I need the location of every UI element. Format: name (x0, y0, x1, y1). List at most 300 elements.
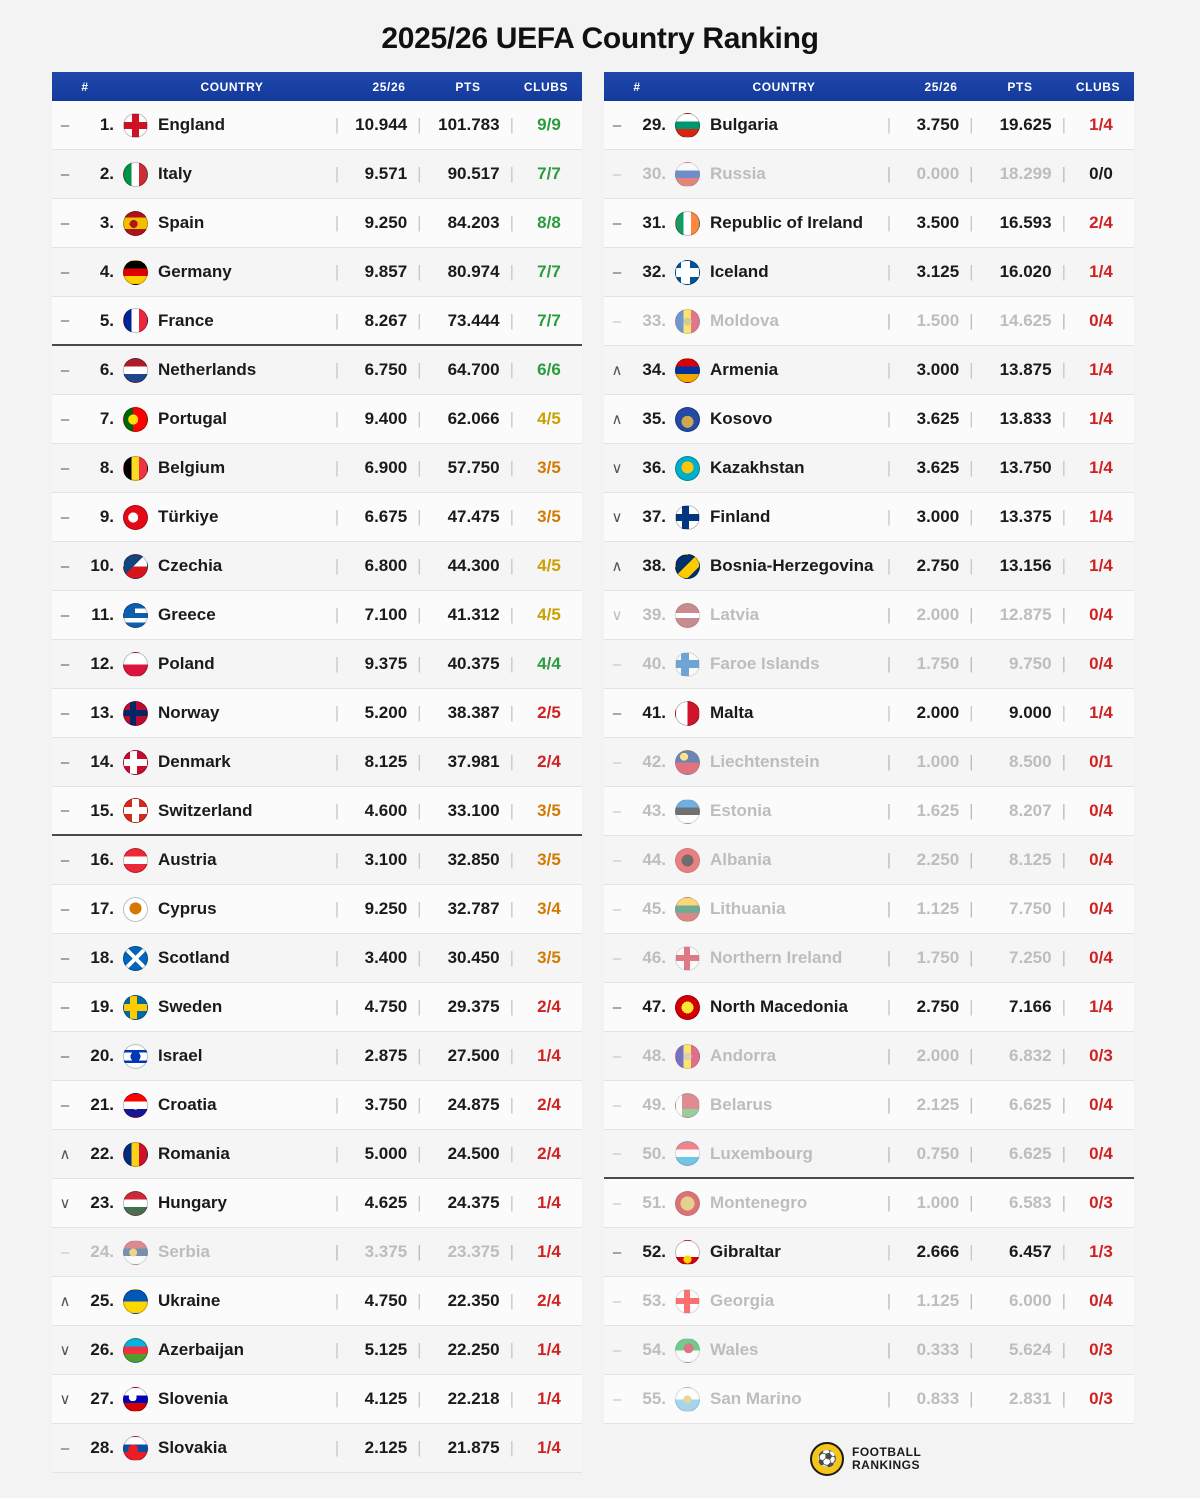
country-flag-icon (118, 1387, 152, 1412)
separator: | (417, 310, 422, 330)
points-value: 2.831 (1009, 1389, 1052, 1408)
season-coefficient: 4.625 (364, 1193, 408, 1212)
separator: | (334, 1438, 340, 1457)
separator: | (886, 311, 892, 330)
season-coefficient: 6.900 (364, 458, 408, 477)
table-row[interactable] (604, 1277, 1134, 1326)
points-value: 7.250 (1009, 948, 1052, 967)
season-coefficient: 1.750 (916, 948, 960, 967)
country-flag-icon (118, 1240, 152, 1265)
rank-value: 48. (642, 1046, 666, 1065)
movement-icon: – (60, 312, 70, 329)
separator: | (1061, 605, 1066, 624)
rank-value: 12. (90, 654, 114, 673)
separator: | (334, 899, 340, 918)
separator: | (1061, 1143, 1066, 1163)
season-coefficient: 1.125 (916, 1291, 960, 1310)
separator: | (969, 1389, 974, 1408)
points-value: 24.500 (447, 1144, 500, 1163)
separator: | (509, 1340, 514, 1359)
separator: | (886, 703, 892, 722)
movement-icon: ∨ (59, 1194, 71, 1212)
header-country: COUNTRY (752, 79, 816, 94)
table-header-right (604, 72, 1134, 101)
table-row[interactable] (604, 101, 1134, 150)
separator: | (334, 213, 340, 232)
separator: | (969, 899, 974, 918)
clubs-value: 4/5 (537, 409, 561, 428)
separator: | (509, 1242, 514, 1261)
separator: | (886, 1242, 892, 1261)
table-row[interactable] (604, 150, 1134, 199)
movement-icon: – (60, 998, 70, 1016)
points-value: 90.517 (447, 164, 500, 183)
clubs-value: 0/4 (1089, 654, 1113, 673)
season-coefficient: 8.267 (364, 310, 408, 330)
table-row[interactable] (52, 444, 582, 493)
country-name: Northern Ireland (710, 948, 843, 967)
points-value: 8.500 (1009, 752, 1052, 771)
table-row[interactable] (52, 248, 582, 297)
clubs-value: 7/7 (537, 262, 561, 281)
country-name: Kazakhstan (710, 458, 805, 477)
page-title: 2025/26 UEFA Country Ranking (381, 22, 819, 55)
clubs-value: 0/0 (1089, 164, 1113, 183)
table-row[interactable] (604, 885, 1134, 934)
season-coefficient: 6.800 (364, 556, 408, 575)
season-coefficient: 6.675 (364, 507, 408, 526)
separator: | (334, 1242, 340, 1261)
season-coefficient: 1.625 (916, 801, 960, 820)
separator: | (334, 1193, 340, 1212)
clubs-value: 1/4 (1089, 115, 1113, 134)
separator: | (334, 262, 340, 281)
country-flag-icon (670, 946, 704, 971)
table-row[interactable] (604, 689, 1134, 738)
table-row[interactable] (604, 640, 1134, 689)
table-row[interactable] (604, 1375, 1134, 1424)
clubs-value: 3/5 (537, 507, 561, 526)
movement-icon: – (60, 410, 70, 428)
separator: | (886, 213, 892, 232)
season-coefficient: 2.125 (364, 1438, 408, 1457)
separator: | (417, 800, 422, 820)
separator: | (334, 360, 340, 379)
table-row[interactable] (52, 542, 582, 591)
separator: | (1061, 703, 1066, 722)
rank-value: 10. (90, 556, 114, 575)
table-row[interactable] (604, 934, 1134, 983)
country-flag-icon (118, 407, 152, 432)
country-flag-icon (670, 701, 704, 726)
country-flag-icon (118, 848, 152, 873)
clubs-value: 1/4 (1089, 409, 1113, 428)
clubs-value: 4/4 (537, 654, 561, 673)
separator: | (1061, 164, 1066, 183)
separator: | (509, 800, 514, 820)
table-row[interactable] (604, 1081, 1134, 1130)
table-row[interactable] (604, 1326, 1134, 1375)
table-row[interactable] (604, 1130, 1134, 1179)
table-row[interactable] (604, 346, 1134, 395)
points-value: 37.981 (447, 752, 500, 771)
separator: | (886, 1046, 892, 1065)
separator: | (509, 458, 514, 477)
table-row[interactable] (52, 395, 582, 444)
movement-icon: – (60, 263, 70, 281)
clubs-value: 1/3 (1089, 1242, 1113, 1261)
separator: | (969, 654, 974, 673)
clubs-value: 0/4 (1089, 1095, 1113, 1114)
table-row[interactable] (604, 248, 1134, 297)
points-value: 64.700 (447, 360, 500, 379)
country-flag-icon (670, 995, 704, 1020)
rank-value: 4. (99, 262, 114, 281)
separator: | (886, 556, 892, 575)
table-row[interactable] (52, 199, 582, 248)
separator: | (886, 654, 892, 673)
season-coefficient: 0.333 (916, 1340, 960, 1359)
movement-icon: – (60, 1047, 70, 1065)
rank-value: 3. (99, 213, 114, 232)
clubs-value: 7/7 (537, 310, 561, 330)
season-coefficient: 2.000 (916, 605, 960, 624)
points-value: 6.583 (1009, 1193, 1052, 1212)
separator: | (509, 1389, 514, 1408)
separator: | (509, 1046, 514, 1065)
movement-icon: – (612, 1096, 622, 1114)
separator: | (509, 1438, 514, 1457)
movement-icon: – (60, 116, 70, 134)
table-row[interactable] (604, 1179, 1134, 1228)
country-name: Italy (158, 164, 193, 183)
table-row[interactable] (52, 689, 582, 738)
table-row[interactable] (604, 444, 1134, 493)
rank-value: 40. (642, 654, 666, 673)
table-row[interactable] (52, 150, 582, 199)
rank-value: 21. (90, 1095, 114, 1114)
separator: | (509, 850, 514, 869)
movement-icon: ∨ (59, 1341, 71, 1359)
points-value: 44.300 (447, 556, 500, 575)
points-value: 101.783 (438, 115, 500, 134)
season-coefficient: 9.400 (364, 409, 408, 428)
rank-value: 14. (90, 752, 114, 771)
table-row[interactable] (604, 493, 1134, 542)
country-flag-icon (670, 1338, 704, 1363)
separator: | (509, 1193, 514, 1212)
separator: | (886, 164, 892, 183)
table-row[interactable] (604, 1228, 1134, 1277)
separator: | (509, 899, 514, 918)
footer-logo (810, 1442, 921, 1476)
table-row[interactable] (604, 297, 1134, 346)
country-flag-icon (670, 162, 704, 187)
points-value: 13.750 (999, 458, 1052, 477)
rank-value: 31. (642, 213, 666, 232)
country-name: Liechtenstein (710, 752, 820, 771)
rank-value: 29. (642, 115, 666, 134)
separator: | (509, 115, 514, 134)
clubs-value: 0/1 (1089, 752, 1113, 771)
season-coefficient: 2.250 (916, 850, 960, 869)
rank-value: 13. (90, 703, 114, 722)
country-name: Cyprus (158, 899, 217, 918)
clubs-value: 1/4 (537, 1438, 561, 1457)
table-row[interactable] (604, 542, 1134, 591)
separator: | (886, 997, 892, 1016)
rank-value: 47. (642, 997, 666, 1016)
points-value: 16.020 (999, 262, 1052, 281)
clubs-value: 0/3 (1089, 1193, 1113, 1212)
clubs-value: 0/4 (1089, 948, 1113, 967)
movement-icon: ∨ (59, 1390, 71, 1408)
points-value: 6.832 (1009, 1046, 1052, 1065)
logo-text (852, 1446, 921, 1472)
rank-value: 30. (642, 164, 666, 183)
points-value: 13.875 (999, 360, 1052, 379)
separator: | (1061, 311, 1066, 330)
separator: | (969, 801, 974, 820)
table-row[interactable] (52, 1228, 582, 1277)
separator: | (417, 458, 422, 477)
table-row[interactable] (52, 640, 582, 689)
rank-value: 2. (99, 164, 114, 183)
country-flag-icon (118, 1044, 152, 1069)
rank-value: 24. (90, 1242, 114, 1261)
country-flag-icon (118, 652, 152, 677)
separator: | (1061, 1291, 1066, 1310)
header-rank: # (633, 79, 641, 94)
points-value: 14.625 (999, 311, 1052, 330)
separator: | (1061, 115, 1066, 134)
separator: | (969, 752, 974, 771)
points-value: 21.875 (447, 1438, 500, 1457)
separator: | (969, 164, 974, 183)
country-flag-icon (118, 456, 152, 481)
country-flag-icon (670, 1093, 704, 1118)
separator: | (509, 164, 514, 183)
separator: | (417, 1242, 422, 1261)
season-coefficient: 3.000 (916, 360, 960, 379)
separator: | (417, 1046, 422, 1065)
points-value: 32.850 (447, 850, 500, 869)
points-value: 18.299 (999, 164, 1052, 183)
table-row[interactable] (52, 101, 582, 150)
table-row[interactable] (604, 983, 1134, 1032)
separator: | (334, 556, 340, 575)
separator: | (969, 556, 974, 575)
country-name: Belarus (710, 1095, 773, 1114)
clubs-value: 9/9 (537, 115, 561, 134)
season-coefficient: 9.375 (364, 654, 408, 673)
country-name: Türkiye (158, 507, 219, 526)
country-name: Israel (158, 1046, 203, 1065)
separator: | (886, 1389, 892, 1408)
table-row[interactable] (52, 1424, 582, 1473)
country-name: Norway (158, 703, 220, 722)
separator: | (886, 1143, 892, 1163)
season-coefficient: 2.666 (916, 1242, 960, 1261)
season-coefficient: 4.600 (364, 800, 408, 820)
separator: | (417, 556, 422, 575)
header-coef: 25/26 (924, 79, 958, 94)
clubs-value: 0/4 (1089, 1291, 1113, 1310)
separator: | (334, 948, 340, 967)
table-row[interactable] (604, 836, 1134, 885)
separator: | (886, 262, 892, 281)
separator: | (417, 752, 422, 771)
table-row[interactable] (52, 787, 582, 836)
season-coefficient: 2.750 (916, 556, 960, 575)
logo-line1: FOOTBALL (852, 1445, 922, 1459)
rank-value: 22. (90, 1144, 114, 1163)
table-row[interactable] (52, 1326, 582, 1375)
country-flag-icon (670, 358, 704, 383)
movement-icon: – (612, 704, 622, 722)
country-flag-icon (118, 308, 152, 333)
separator: | (1061, 409, 1066, 428)
rank-value: 39. (642, 605, 666, 624)
separator: | (417, 360, 422, 379)
separator: | (969, 1291, 974, 1310)
clubs-value: 4/5 (537, 605, 561, 624)
rank-value: 7. (99, 409, 114, 428)
right-column (604, 72, 1134, 1473)
table-row[interactable] (604, 1032, 1134, 1081)
country-flag-icon (670, 505, 704, 530)
table-row[interactable] (52, 836, 582, 885)
points-value: 40.375 (447, 654, 500, 673)
movement-icon: – (60, 459, 70, 477)
table-row[interactable] (52, 1277, 582, 1326)
clubs-value: 2/4 (537, 1144, 561, 1163)
separator: | (1061, 213, 1066, 232)
separator: | (509, 556, 514, 575)
table-row[interactable] (52, 346, 582, 395)
rank-value: 38. (642, 556, 666, 575)
table-row[interactable] (52, 1375, 582, 1424)
country-flag-icon (670, 799, 704, 824)
table-row[interactable] (52, 1130, 582, 1179)
table-row[interactable] (52, 934, 582, 983)
points-value: 8.125 (1009, 850, 1052, 869)
country-flag-icon (670, 1044, 704, 1069)
separator: | (886, 458, 892, 477)
rank-value: 19. (90, 997, 114, 1016)
clubs-value: 2/4 (1089, 213, 1113, 232)
separator: | (417, 997, 422, 1016)
separator: | (417, 948, 422, 967)
table-row[interactable] (52, 1081, 582, 1130)
country-name: Ukraine (158, 1291, 221, 1310)
separator: | (886, 1095, 892, 1114)
table-row[interactable] (52, 1032, 582, 1081)
country-flag-icon (118, 603, 152, 628)
table-row[interactable] (52, 493, 582, 542)
table-row[interactable] (52, 297, 582, 346)
separator: | (334, 1095, 340, 1114)
season-coefficient: 1.125 (916, 899, 960, 918)
movement-icon: – (612, 214, 622, 232)
points-value: 22.250 (447, 1340, 500, 1359)
separator: | (1061, 1389, 1066, 1408)
separator: | (1061, 1046, 1066, 1065)
season-coefficient: 2.750 (916, 997, 960, 1016)
table-row[interactable] (604, 738, 1134, 787)
separator: | (417, 899, 422, 918)
rank-value: 49. (642, 1095, 666, 1114)
separator: | (969, 507, 974, 526)
country-name: Latvia (710, 605, 760, 624)
rank-value: 18. (90, 948, 114, 967)
separator: | (886, 850, 892, 869)
movement-icon: – (60, 949, 70, 967)
rank-value: 55. (642, 1389, 666, 1408)
season-coefficient: 3.750 (364, 1095, 408, 1114)
country-flag-icon (118, 1338, 152, 1363)
movement-icon: – (612, 949, 622, 967)
country-flag-icon (118, 505, 152, 530)
table-row[interactable] (52, 738, 582, 787)
header-pts: PTS (1007, 79, 1033, 94)
season-coefficient: 3.125 (916, 262, 960, 281)
table-row[interactable] (52, 591, 582, 640)
movement-icon: – (612, 1145, 622, 1162)
season-coefficient: 4.750 (364, 997, 408, 1016)
movement-icon: – (612, 312, 622, 330)
points-value: 24.375 (447, 1193, 500, 1212)
table-row[interactable] (52, 983, 582, 1032)
country-name: Malta (710, 703, 754, 722)
clubs-value: 1/4 (537, 1242, 561, 1261)
table-row[interactable] (604, 787, 1134, 836)
movement-icon: – (612, 655, 622, 673)
movement-icon: – (612, 1194, 622, 1212)
country-name: Sweden (158, 997, 223, 1016)
separator: | (334, 997, 340, 1016)
table-row[interactable] (604, 199, 1134, 248)
separator: | (417, 703, 422, 722)
points-value: 13.156 (999, 556, 1052, 575)
separator: | (1061, 1242, 1066, 1261)
country-name: Portugal (158, 409, 227, 428)
separator: | (969, 703, 974, 722)
points-value: 12.875 (999, 605, 1052, 624)
separator: | (886, 605, 892, 624)
country-name: Estonia (710, 801, 772, 820)
separator: | (969, 1193, 974, 1212)
clubs-value: 2/5 (537, 703, 561, 722)
separator: | (509, 948, 514, 967)
points-value: 30.450 (447, 948, 500, 967)
separator: | (1061, 752, 1066, 771)
table-row[interactable] (604, 395, 1134, 444)
separator: | (509, 360, 514, 379)
movement-icon: – (60, 1243, 70, 1261)
rank-value: 8. (99, 458, 114, 477)
table-row[interactable] (52, 1179, 582, 1228)
season-coefficient: 2.000 (916, 703, 960, 722)
rank-value: 35. (642, 409, 666, 428)
movement-icon: – (60, 900, 70, 918)
table-row[interactable] (52, 885, 582, 934)
table-row[interactable] (604, 591, 1134, 640)
clubs-value: 0/4 (1089, 801, 1113, 820)
separator: | (417, 1291, 422, 1310)
clubs-value: 1/4 (1089, 703, 1113, 722)
separator: | (334, 1144, 340, 1163)
